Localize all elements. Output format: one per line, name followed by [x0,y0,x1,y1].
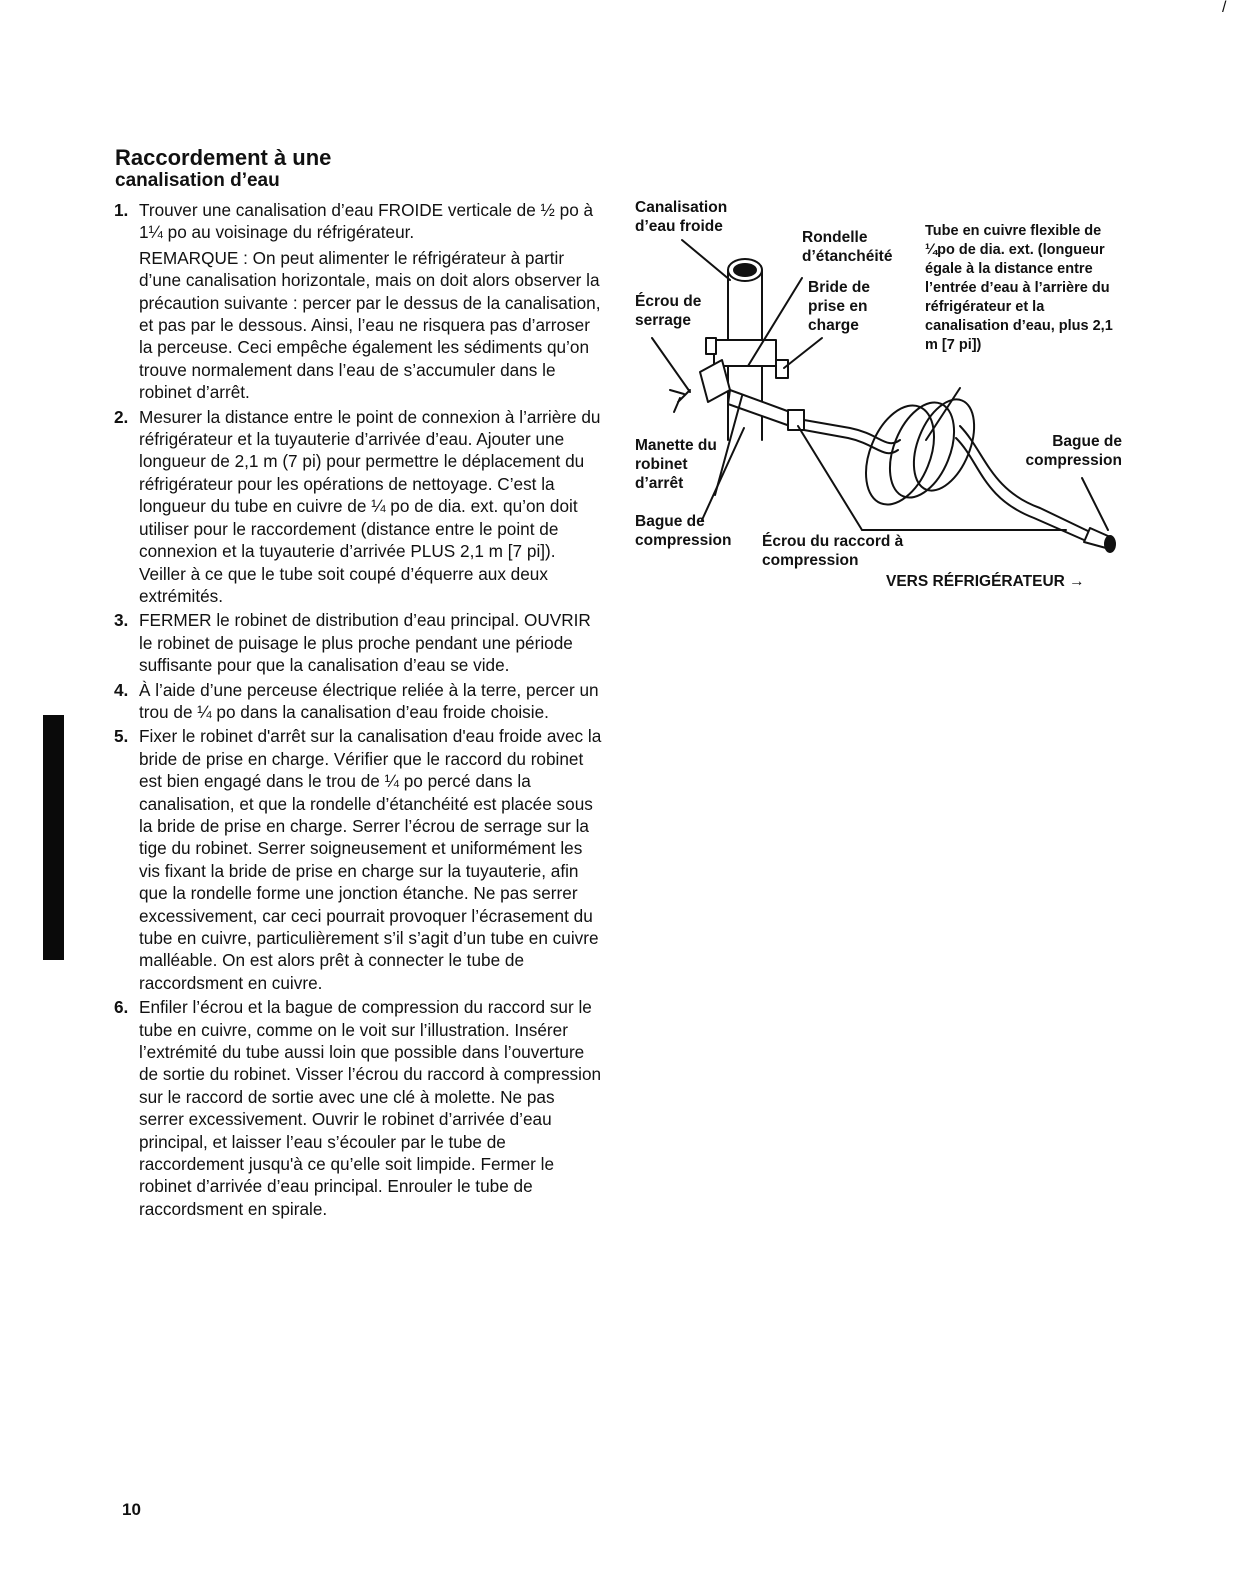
coil-loop-2 [877,393,966,507]
step-3 [114,609,604,676]
step-5 [114,725,604,994]
valve-installation-figure [630,190,1130,610]
remark-text: On peut alimenter le réfrigérateur à partir d’une canalisation horizontale, mais on doit alors observer la précaution suivante : percer par le dessus de la canalisation, et pas par le dessous. Ainsi, l’eau ne risquera pas d’arroser la perceuse. Ceci empêche également les sédiments qu’on trouve normalement dans l’eau de s’accumuler dans le robinet d’arrêt. [139,247,601,403]
step-6 [114,996,604,1220]
step-text: Fixer le robinet d'arrêt sur la canalisation d'eau froide avec la bride de prise en charge. Vérifier que le raccord du robinet est bien engagé dans le trou de ¼ po percé dans la canalisation, et que la rondelle d’étanchéité est placée sous la bride de prise en charge. Serrer l’écrou de serrage sur la tige du robinet. Serrer soigneusement et uniformément les vis fixant la bride de prise en charge sur la tuyauterie, afin que la rondelle forme une jonction étanche. Ne pas serrer excessivement, car ceci pourrait provoquer l’écrasement du tube en cuivre, particulièrement s’il s’agit d’un tube en cuivre malléable. On est alors prêt à connecter le tube de raccordsment en cuivre. [139,726,602,993]
heading-line-1: Raccordement à une [115,145,332,170]
label-canalisation: Canalisation d’eau froide [635,199,728,235]
valve-stem [670,390,690,412]
instruction-steps [114,199,604,1222]
step-note [139,247,604,404]
clamp-screw-left [706,338,716,354]
label-bague-left: Bague de compression [635,513,732,549]
step-text: FERMER le robinet de distribution d’eau principal. OUVRIR le robinet de puisage le plus proche pendant une période suffisante pour que la canalisation d’eau se vide. [139,610,591,676]
step-1 [114,199,604,404]
step-number: 2. [114,406,129,427]
clamp-screw-right [776,360,788,378]
step-text: Trouver une canalisation d’eau FROIDE verticale de ½ po à 1¼ po au voisinage du réfrigérateur. [139,200,594,243]
section-heading [115,147,331,190]
remark-label: REMARQUE : [139,247,248,268]
leader-bride [784,338,822,368]
valve-outlet [728,390,790,426]
page-number: 10 [122,1500,141,1519]
section-side-tab [43,715,64,960]
leader-ecrou-raccord [798,426,862,530]
step-number: 5. [114,726,129,747]
end-tip [1105,536,1115,552]
step-2 [114,406,604,608]
heading-line-2: canalisation d’eau [115,170,280,191]
pipe-opening-inner [734,264,756,276]
step-text: Enfiler l’écrou et la bague de compression du raccord sur le tube en cuivre, comme on le voit sur l’illustration. Insérer l’extrémité du tube aussi loin que possible dans l’ouverture de sortie du robinet. Visser l’écrou du raccord à compression sur le raccord de sortie avec une clé à molette. Ne pas serrer excessivement. Ouvrir le robinet d’arrivée d’eau principal, et laisser l’eau s’écouler par le tube de raccordement jusqu'à ce qu’elle soit limpide. Fermer le robinet d’arrivée d’eau principal. Enrouler le tube de raccordsment en spirale. [139,997,602,1219]
step-number: 6. [114,997,129,1018]
compression-nut [788,410,804,430]
label-vers-refrigerateur: VERS RÉFRIGÉRATEUR → [886,573,1085,590]
step-number: 3. [114,610,129,631]
corner-mark: / [1222,0,1227,16]
step-text: À l’aide d’une perceuse électrique reliée à la terre, percer un trou de ¼ po dans la canalisation d’eau froide choisie. [139,679,599,722]
label-ecrou-serrage: Écrou de serrage [635,293,702,329]
leader-bague-right [1082,478,1108,530]
label-bague-right: Bague de compression [1025,433,1122,469]
label-ecrou-raccord: Écrou du raccord à compression [762,533,904,569]
label-manette: Manette du robinet d’arrêt [635,437,717,492]
label-bride: Bride de prise en charge [808,279,871,334]
step-number: 4. [114,679,129,700]
step-number: 1. [114,200,129,220]
step-4 [114,679,604,724]
leader-canalisation [682,240,730,280]
leader-ecrou-serrage [652,338,690,392]
label-rondelle: Rondelle d’étanchéité [802,229,893,265]
step-text: Mesurer la distance entre le point de connexion à l’arrière du réfrigérateur et la tuyauterie d’arrivée d’eau. Ajouter une longueur de 2,1 m (7 pi) pour permettre le déplacement du réfrigérateur pour les opérations de nettoyage. C’est la longueur du tube en cuivre de ¼ po de dia. ext. qu’on doit utiliser pour le raccordement (distance entre le point de connexion et la tuyauterie d’arrivée PLUS 2,1 m [7 pi]). Veiller à ce que le tube soit coupé d’équerre aux deux extrémités. [139,406,601,606]
label-tube: Tube en cuivre flexible de ¼po de dia. ext. (longueur égale à la distance entre l’entrée d’eau à l’arrière du réfrigérateur et la canalisation d’eau, plus 2,1 m [7 pi]) [925,223,1113,353]
